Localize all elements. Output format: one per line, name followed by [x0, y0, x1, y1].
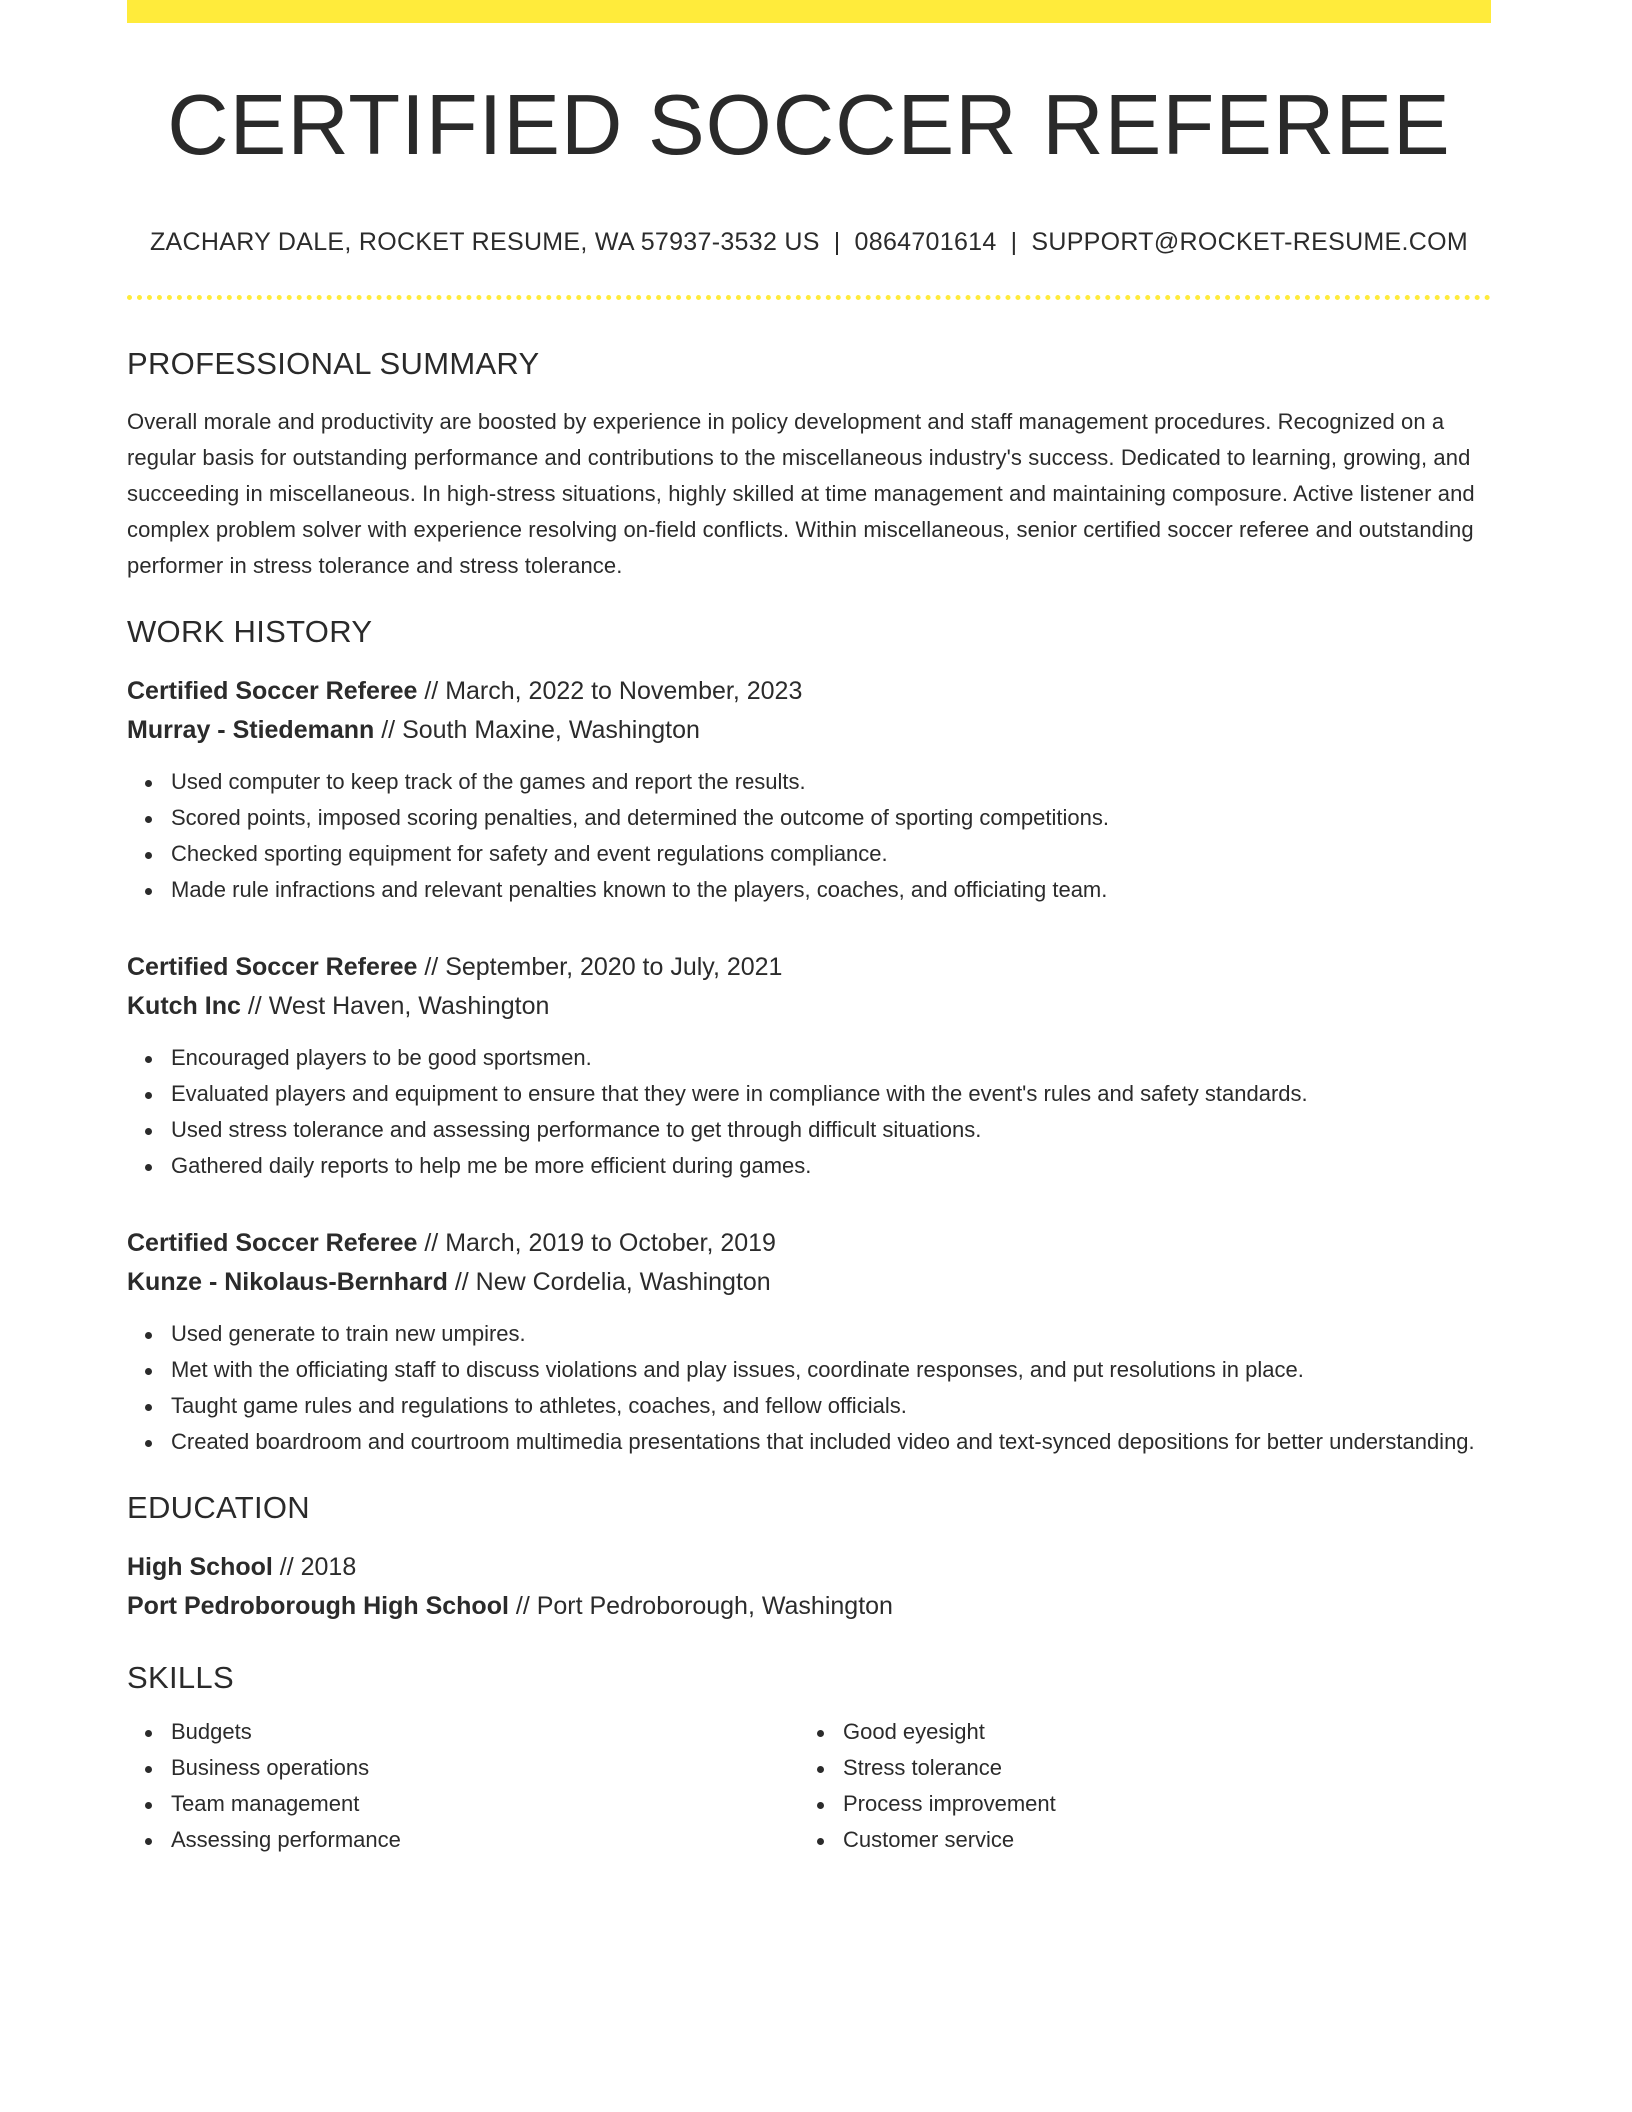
job-entry: [127, 948, 1491, 1184]
job-entry: [127, 1224, 1491, 1460]
job-title-line: [127, 948, 1491, 987]
job-dates: // March, 2019 to October, 2019: [417, 1229, 776, 1257]
job-company-line: [127, 1263, 1491, 1302]
list-item: Used generate to train new umpires.: [171, 1316, 1491, 1352]
contact-email: SUPPORT@ROCKET-RESUME.COM: [1031, 228, 1469, 256]
list-item: Customer service: [843, 1822, 1471, 1858]
list-item: Budgets: [171, 1714, 799, 1750]
job-dates: // September, 2020 to July, 2021: [417, 953, 783, 981]
job-company: Kutch Inc: [127, 992, 241, 1020]
contact-separator: |: [833, 228, 841, 256]
education-heading: EDUCATION: [127, 1490, 310, 1525]
job-title-line: [127, 672, 1491, 711]
education-location: // Port Pedroborough, Washington: [508, 1592, 893, 1620]
job-title: Certified Soccer Referee: [127, 677, 418, 705]
education-school: Port Pedroborough High School: [127, 1592, 509, 1620]
skills-grid: [127, 1714, 1491, 1858]
list-item: Used computer to keep track of the games and report the results.: [171, 764, 1491, 800]
job-company-line: [127, 987, 1491, 1026]
summary-heading: PROFESSIONAL SUMMARY: [127, 346, 540, 381]
job-bullets: [127, 1040, 1491, 1184]
list-item: Team management: [171, 1786, 799, 1822]
skills-list: [127, 1714, 799, 1858]
list-item: Process improvement: [843, 1786, 1471, 1822]
list-item: Made rule infractions and relevant penalties known to the players, coaches, and officiating team.: [171, 872, 1491, 908]
list-item: Taught game rules and regulations to athletes, coaches, and fellow officials.: [171, 1388, 1491, 1424]
list-item: Scored points, imposed scoring penalties, and determined the outcome of sporting competitions.: [171, 800, 1491, 836]
resume-title: CERTIFIED SOCCER REFEREE: [167, 78, 1451, 173]
work-history-heading: WORK HISTORY: [127, 614, 373, 649]
contact-address: ZACHARY DALE, ROCKET RESUME, WA 57937-3532 US: [149, 228, 820, 256]
list-item: Stress tolerance: [843, 1750, 1471, 1786]
job-location: // South Maxine, Washington: [374, 716, 700, 744]
job-location: // West Haven, Washington: [240, 992, 550, 1020]
skills-column-right: [799, 1714, 1471, 1858]
resume-page: [127, 0, 1491, 1858]
job-company: Kunze - Nikolaus-Bernhard: [127, 1268, 448, 1296]
list-item: Assessing performance: [171, 1822, 799, 1858]
contact-phone: 0864701614: [854, 228, 997, 256]
list-item: Encouraged players to be good sportsmen.: [171, 1040, 1491, 1076]
skills-column-left: [127, 1714, 799, 1858]
skills-heading: SKILLS: [127, 1660, 234, 1695]
list-item: Business operations: [171, 1750, 799, 1786]
list-item: Used stress tolerance and assessing performance to get through difficult situations.: [171, 1112, 1491, 1148]
accent-top-bar: [127, 0, 1491, 23]
list-item: Gathered daily reports to help me be more efficient during games.: [171, 1148, 1491, 1184]
job-bullets: [127, 764, 1491, 908]
job-company-line: [127, 711, 1491, 750]
contact-line: [127, 228, 1491, 257]
list-item: Evaluated players and equipment to ensure that they were in compliance with the event's rules and safety standards.: [171, 1076, 1491, 1112]
job-dates: // March, 2022 to November, 2023: [417, 677, 803, 705]
contact-separator: |: [1010, 228, 1018, 256]
job-title: Certified Soccer Referee: [127, 953, 418, 981]
job-bullets: [127, 1316, 1491, 1460]
job-title-line: [127, 1224, 1491, 1263]
education-year: // 2018: [272, 1553, 357, 1581]
list-item: Met with the officiating staff to discuss violations and play issues, coordinate responses, and put resolutions in place.: [171, 1352, 1491, 1388]
summary-text: Overall morale and productivity are boosted by experience in policy development and staff management procedures. Recognized on a regular basis for outstanding performance and contributions to the miscellaneous industry's success. Dedicated to learning, growing, and succeeding in miscellaneous. In high-stress situations, highly skilled at time management and maintaining composure. Active listener and complex problem solver with experience resolving on-field conflicts. Within miscellaneous, senior certified soccer referee and outstanding performer in stress tolerance and stress tolerance.: [127, 409, 1475, 578]
dotted-divider: [127, 295, 1491, 300]
job-location: // New Cordelia, Washington: [447, 1268, 771, 1296]
education-degree-line: [127, 1548, 1491, 1587]
skills-list: [799, 1714, 1471, 1858]
job-company: Murray - Stiedemann: [127, 716, 375, 744]
education-entry: [127, 1548, 1491, 1626]
job-title: Certified Soccer Referee: [127, 1229, 418, 1257]
list-item: Checked sporting equipment for safety and event regulations compliance.: [171, 836, 1491, 872]
education-school-line: [127, 1587, 1491, 1626]
list-item: Created boardroom and courtroom multimedia presentations that included video and text-synced depositions for better understanding.: [171, 1424, 1491, 1460]
education-degree: High School: [127, 1553, 273, 1581]
list-item: Good eyesight: [843, 1714, 1471, 1750]
job-entry: [127, 672, 1491, 908]
